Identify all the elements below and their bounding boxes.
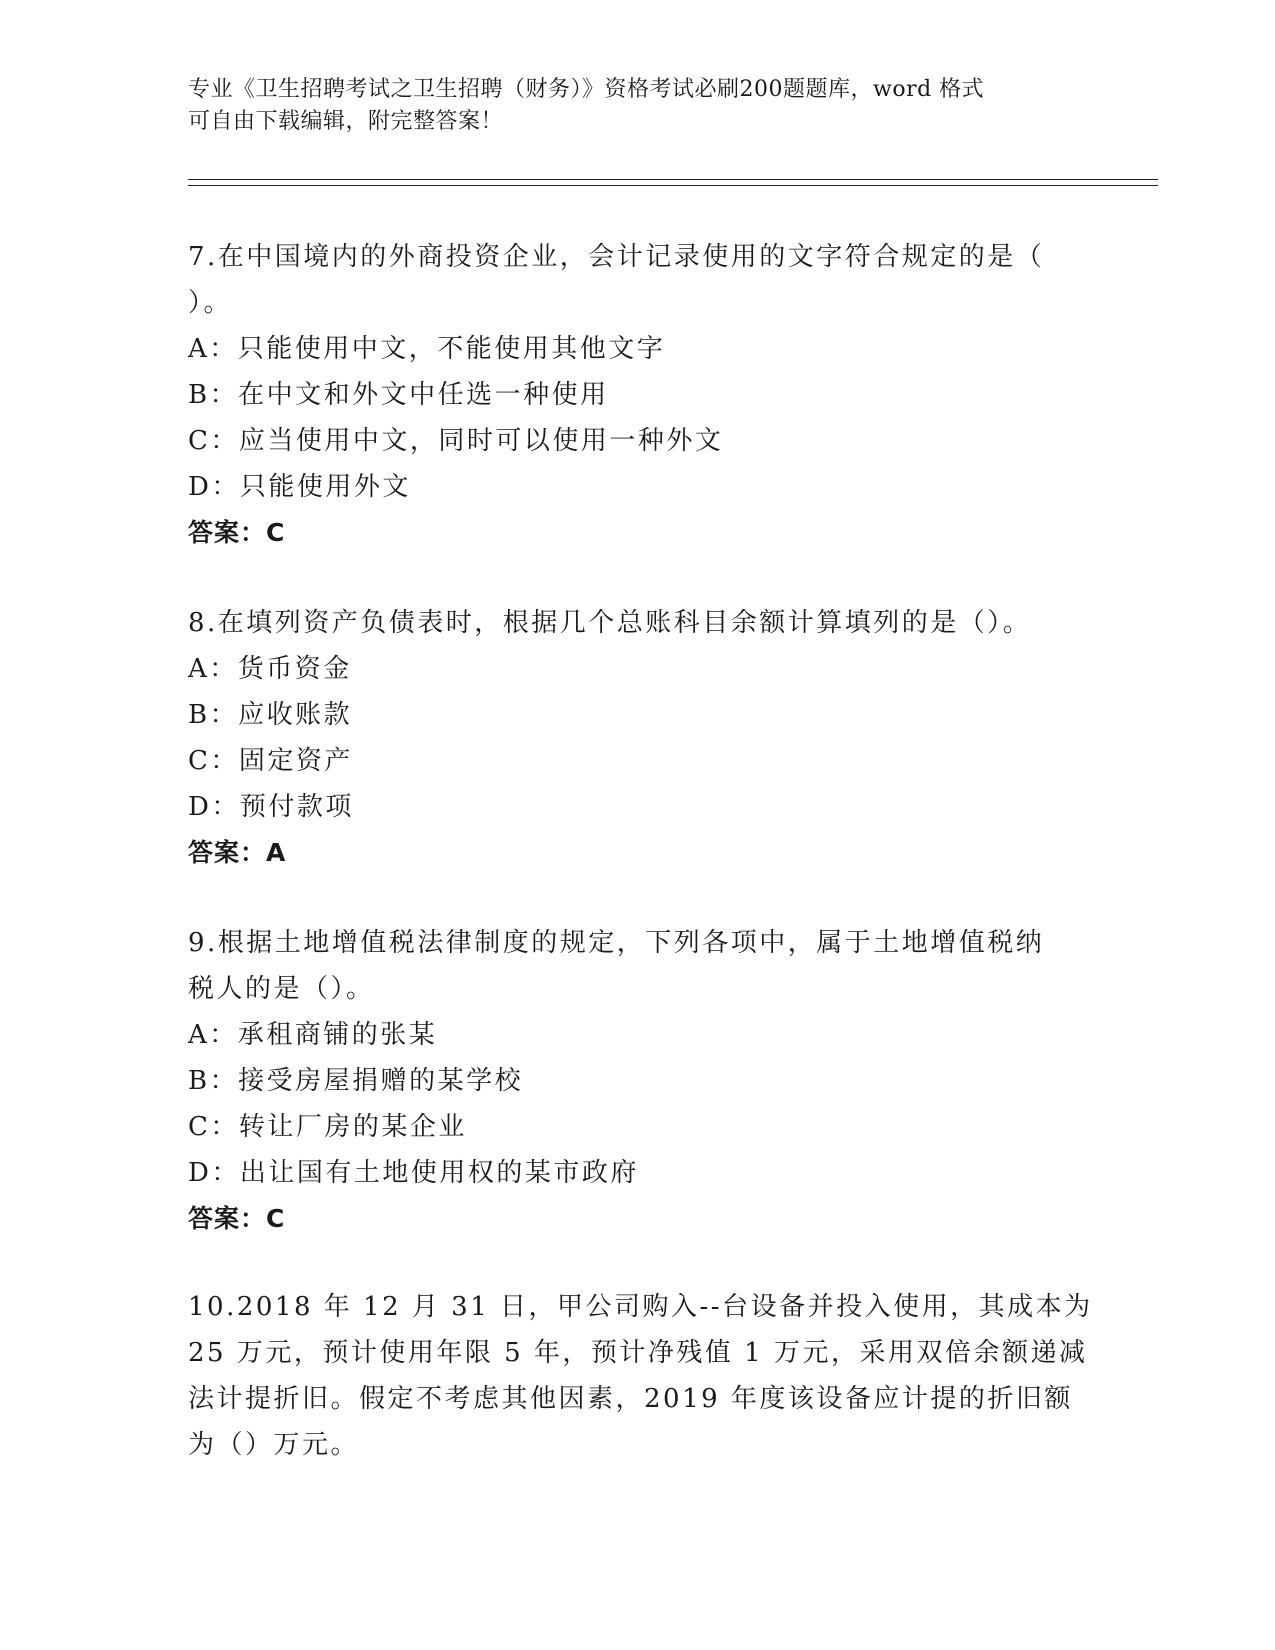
document-header [188,74,1088,138]
question-stem-line: 为（）万元。 [188,1430,360,1460]
question-stem-line: 25 万元，预计使用年限 5 年，预计净残值 1 万元，采用双倍余额递减 [188,1338,1088,1368]
question-stem-line: 税人的是（）。 [188,974,375,1004]
answer: 答案：C [188,1204,286,1233]
option-b: B：接受房屋捐赠的某学校 [188,1066,524,1096]
question-7 [188,234,1068,556]
header-line-1: 专业《卫生招聘考试之卫生招聘（财务）》资格考试必刷200题题库，word 格式 [188,77,985,102]
option-b: B：应收账款 [188,700,353,730]
option-d: D：只能使用外文 [188,472,411,502]
question-10 [188,1284,1093,1468]
option-d: D：预付款项 [188,792,354,822]
option-c: C：应当使用中文，同时可以使用一种外文 [188,426,724,456]
option-c: C：固定资产 [188,746,353,776]
option-b: B：在中文和外文中任选一种使用 [188,380,609,410]
question-stem-line: 7.在中国境内的外商投资企业，会计记录使用的文字符合规定的是（ [188,242,1045,272]
question-stem-line: ）。 [188,288,233,318]
header-divider-bottom [188,185,1158,186]
option-d: D：出让国有土地使用权的某市政府 [188,1158,639,1188]
option-c: C：转让厂房的某企业 [188,1112,467,1142]
question-stem-line: 8.在填列资产负债表时，根据几个总账科目余额计算填列的是（）。 [188,608,1032,638]
header-divider-top [188,179,1158,180]
option-a: A：承租商铺的张某 [188,1020,438,1050]
answer: 答案：C [188,518,286,547]
option-a: A：货币资金 [188,654,352,684]
header-line-2: 可自由下载编辑，附完整答案！ [188,109,504,134]
option-a: A：只能使用中文，不能使用其他文字 [188,334,666,364]
question-stem-line: 10.2018 年 12 月 31 日，甲公司购入--台设备并投入使用，其成本为 [188,1292,1093,1322]
question-stem-line: 法计提折旧。假定不考虑其他因素，2019 年度该设备应计提的折旧额 [188,1384,1073,1414]
answer: 答案：A [188,838,287,867]
question-9 [188,920,1068,1242]
question-stem-line: 9.根据土地增值税法律制度的规定，下列各项中，属于土地增值税纳 [188,928,1045,958]
question-8 [188,600,1068,876]
